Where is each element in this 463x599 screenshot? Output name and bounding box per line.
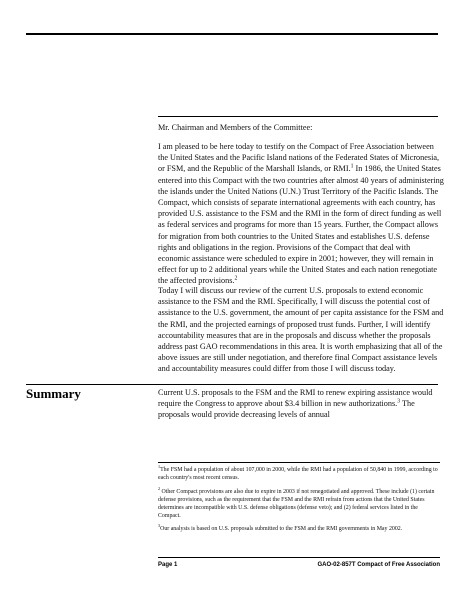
- summary-rule: [26, 384, 438, 385]
- footer-rule: [158, 557, 440, 558]
- top-rule: [26, 33, 438, 35]
- footnote-num-3: 3: [158, 523, 161, 529]
- summary-heading: Summary: [26, 386, 81, 401]
- overview-paragraph: Today I will discuss our review of the current U.S. proposals to extend economic assistance to the FSM and the RMI. Specifically, I will discuss the potential cost of assistance to the U.S. government, the amount of per capita assistance for the FSM and the RMI, and the projected earnings of proposed trust funds. Further, I will identify accountability measures that are in the proposals and discuss whether the proposals address past GAO recommendations in this area. It is worth emphasizing that all of the above issues are still under negotiation, and therefore final Compact assistance levels and accountability measures could differ from those I will discuss today.: [158, 286, 444, 374]
- page-number: Page 1: [158, 562, 178, 568]
- footnote-1: [158, 466, 442, 482]
- footnote-ref-3: 3: [397, 398, 401, 405]
- footnote-ref-2: 2: [234, 275, 238, 282]
- footnote-3: [158, 525, 442, 533]
- intro-text-a: I am pleased to be here today to testify on the Compact of Free Association between the United States and the Pacific Island nations of the Federated States of Micronesia, or FSM, and the Republic of the Marshall Islands, or RMI.: [158, 142, 440, 174]
- footnote-2: [158, 488, 442, 520]
- summary-text-b: The proposals would provide decreasing levels of annual: [158, 399, 415, 420]
- footnote-ref-1: 1: [350, 163, 354, 170]
- intro-paragraph: [158, 141, 444, 287]
- footnote-text-1: The FSM had a population of about 107,000 in 2000, while the RMI had a population of 50,840 in 1999, according to each country's most recent census.: [158, 467, 438, 481]
- summary-text-a: Current U.S. proposals to the FSM and the RMI to renew expiring assistance would require the Congress to approve about $3.4 billion in new authorizations.: [158, 388, 433, 409]
- salutation: Mr. Chairman and Members of the Committee:: [158, 123, 313, 132]
- footnote-text-2: Other Compact provisions are also due to expire in 2003 if not renegotiated and approved. These include (1) certain defense provisions, such as the requirement that the FSM and the RMI refrain from actions that the United States determines are incompatible with U.S. defense obligations (defense veto); and (2) federal services listed in the Compact.: [158, 489, 435, 519]
- footnote-num-2: 2: [158, 486, 161, 492]
- footnote-num-1: 1: [158, 464, 161, 470]
- footnote-rule: [158, 462, 440, 463]
- section-rule: [158, 116, 438, 117]
- summary-paragraph: [158, 387, 444, 421]
- footnote-text-3: Our analysis is based on U.S. proposals submitted to the FSM and the RMI governments in May 2002.: [160, 526, 403, 532]
- document-id: GAO-02-857T Compact of Free Association: [317, 562, 440, 568]
- intro-text-b: In 1986, the United States entered into this Compact with the two countries after almost 40 years of administering the islands under the United Nations (U.N.) Trust Territory of the Pacific Islands. The Compact, which consists of separate international agreements with each country, has provided U.S. assistance to the FSM and the RMI in the form of direct funding as well as federal services and programs for more than 15 years. Further, the Compact allows for migration from both countries to the United States and establishes U.S. defense rights and obligations in the region. Provisions of the Compact that deal with economic assistance were scheduled to expire in 2001; however, they will remain in effect for up to 2 additional years while the United States and each nation renegotiate the affected provisions.: [158, 164, 444, 286]
